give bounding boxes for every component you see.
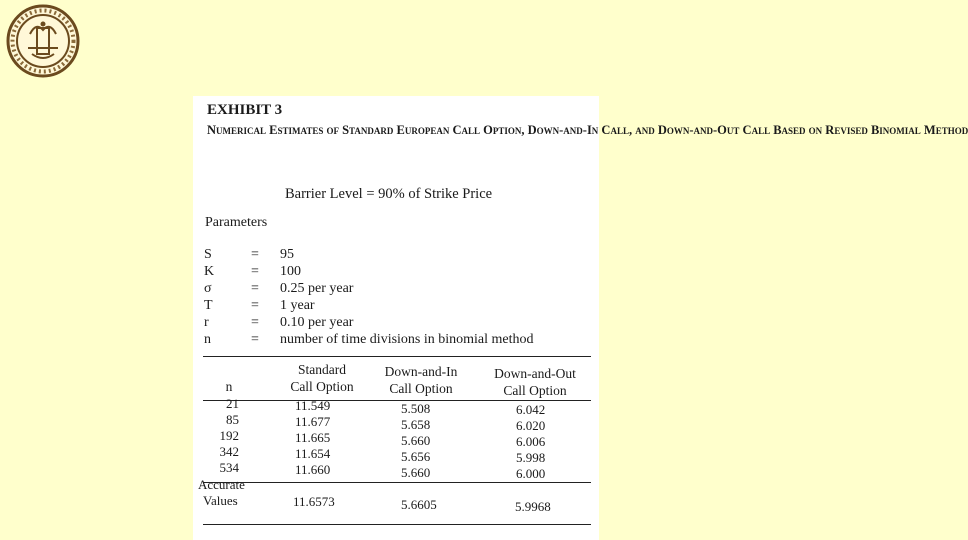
- parameter-symbol: r: [204, 315, 209, 330]
- university-seal-icon: [6, 4, 80, 78]
- cell-down-out: 6.042: [516, 402, 546, 417]
- accurate-standard: 11.6573: [293, 494, 335, 509]
- parameter-symbol: S: [204, 247, 212, 262]
- parameter-equals: =: [251, 281, 259, 296]
- barrier-level: Barrier Level = 90% of Strike Price: [285, 186, 493, 202]
- parameter-equals: =: [251, 247, 259, 262]
- header-down-out-2: Call Option: [503, 383, 567, 398]
- cell-standard: 11.654: [295, 446, 331, 461]
- cell-standard: 11.677: [295, 414, 331, 429]
- exhibit-subtitle: Numerical Estimates of Standard European Call Option, Down-and-In Call, and Down-and-Out Call Based on Revised Binomial Method: [207, 123, 968, 137]
- header-down-out-1: Down-and-Out: [494, 366, 576, 381]
- cell-n: 85: [226, 412, 239, 427]
- parameters-label: Parameters: [205, 215, 268, 230]
- accurate-down-in: 5.6605: [401, 497, 437, 512]
- cell-n: 342: [219, 444, 239, 459]
- header-n: n: [225, 379, 233, 394]
- parameter-symbol: σ: [204, 281, 212, 296]
- accurate-label-1: Accurate: [198, 477, 245, 492]
- cell-n: 534: [219, 460, 239, 475]
- cell-down-in: 5.660: [401, 465, 431, 480]
- parameter-equals: =: [251, 332, 259, 347]
- accurate-down-out: 5.9968: [515, 499, 551, 514]
- exhibit-title: EXHIBIT 3: [207, 102, 283, 118]
- cell-down-out: 6.000: [516, 466, 546, 481]
- header-down-in-2: Call Option: [389, 381, 453, 396]
- cell-standard: 11.660: [295, 462, 331, 477]
- parameter-symbol: n: [204, 332, 211, 347]
- cell-n: 192: [219, 428, 239, 443]
- parameter-value: 0.25 per year: [280, 281, 354, 296]
- parameter-equals: =: [251, 315, 259, 330]
- table-top-rule: [203, 356, 591, 357]
- accurate-label-2: Values: [203, 493, 238, 508]
- table-values-rule: [203, 482, 591, 483]
- cell-down-in: 5.658: [401, 417, 431, 432]
- table-header-rule: [203, 400, 591, 401]
- parameter-symbol: K: [204, 264, 215, 279]
- parameter-symbol: T: [204, 298, 213, 313]
- cell-down-out: 6.006: [516, 434, 546, 449]
- parameter-value: 100: [280, 264, 301, 279]
- cell-down-in: 5.508: [401, 401, 431, 416]
- table-bottom-rule: [203, 524, 591, 525]
- header-standard-1: Standard: [298, 362, 346, 377]
- parameter-equals: =: [251, 264, 259, 279]
- cell-n: 21: [226, 396, 239, 411]
- cell-down-out: 5.998: [516, 450, 546, 465]
- header-down-in-1: Down-and-In: [384, 364, 458, 379]
- parameter-value: 95: [280, 247, 294, 262]
- parameter-equals: =: [251, 298, 259, 313]
- parameter-value: 1 year: [280, 298, 315, 313]
- cell-down-in: 5.656: [401, 449, 431, 464]
- header-standard-2: Call Option: [290, 379, 354, 394]
- cell-down-out: 6.020: [516, 418, 546, 433]
- cell-standard: 11.665: [295, 430, 331, 445]
- cell-standard: 11.549: [295, 398, 331, 413]
- parameter-value: 0.10 per year: [280, 315, 354, 330]
- exhibit-scan: [193, 96, 968, 540]
- cell-down-in: 5.660: [401, 433, 431, 448]
- parameter-value: number of time divisions in binomial method: [280, 332, 534, 347]
